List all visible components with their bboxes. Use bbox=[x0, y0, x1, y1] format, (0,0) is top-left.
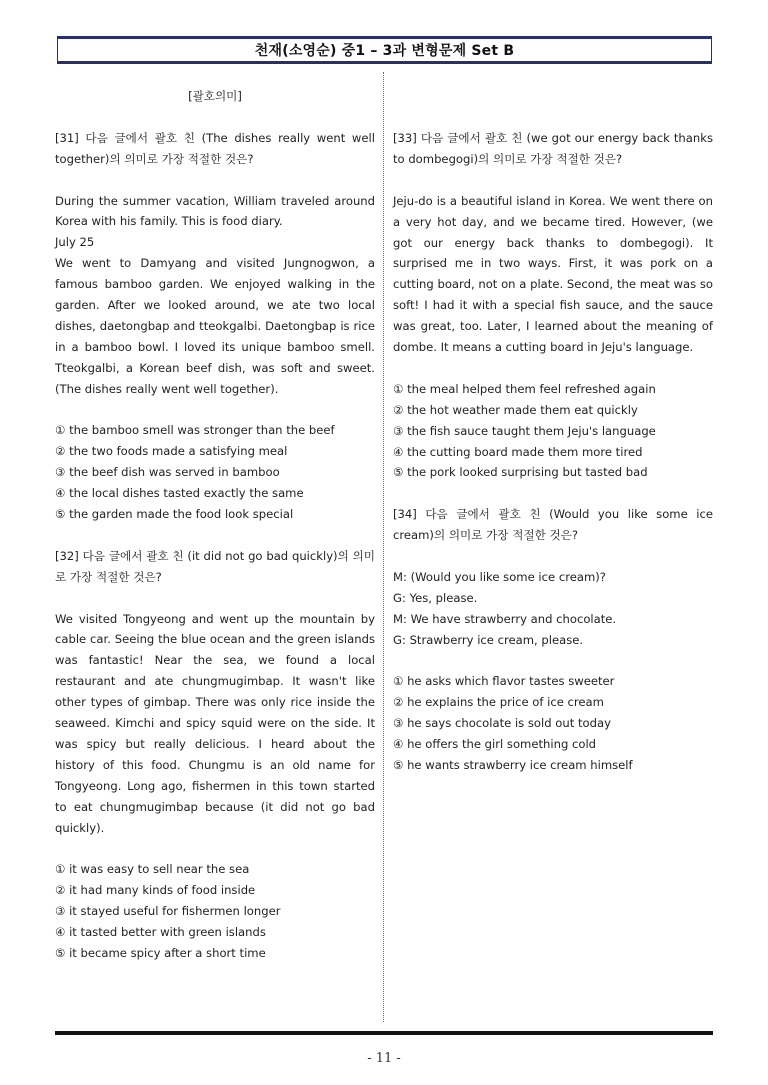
passage-line: Jeju-do is a beautiful island in Korea. We went there on a very hot day, and we became tired. However, (we got our energy back thanks to dombegogi). It surprised me in two ways. First, it was pork on a cutting board, not on a plate. Second, the meat was so soft! I had it with a special fish sauce, and the sauce was great, too. Later, I learned about the meaning of dombe. It means a cutting board in Jeju's language. bbox=[393, 193, 713, 355]
dialogue-line: G: Yes, please. bbox=[393, 590, 478, 605]
answer-option: ⑤ he wants strawberry ice cream himself bbox=[393, 758, 633, 773]
question-31 bbox=[55, 128, 375, 525]
answer-option: ⑤ the garden made the food look special bbox=[55, 507, 294, 522]
question-stem: [33] 다음 글에서 괄호 친 (we got our energy back thanks to dombegogi)의 의미로 가장 적절한 것은? bbox=[393, 131, 713, 166]
answer-option: ③ the beef dish was served in bamboo bbox=[55, 465, 280, 480]
question-stem: [32] 다음 글에서 괄호 친 (it did not go bad quickly)의 의미로 가장 적절한 것은? bbox=[55, 548, 375, 584]
answer-option: ② it had many kinds of food inside bbox=[55, 883, 256, 898]
answer-option: ⑤ the pork looked surprising but tasted bad bbox=[393, 465, 648, 480]
answer-option: ④ it tasted better with green islands bbox=[55, 925, 266, 940]
header-box bbox=[57, 36, 712, 64]
question-stem: [31] 다음 글에서 괄호 친 (The dishes really went well together)의 의미로 가장 적절한 것은? bbox=[55, 130, 375, 166]
question-stem: [34] 다음 글에서 괄호 친 (Would you like some ice cream)의 의미로 가장 적절한 것은? bbox=[393, 507, 713, 543]
answer-option: ③ it stayed useful for fishermen longer bbox=[55, 904, 281, 919]
answer-option: ② he explains the price of ice cream bbox=[393, 695, 604, 710]
left-column bbox=[55, 86, 375, 964]
dialogue-line: G: Strawberry ice cream, please. bbox=[393, 632, 584, 647]
answer-option: ② the hot weather made them eat quickly bbox=[393, 402, 638, 417]
page-number: - 11 - bbox=[367, 1051, 401, 1066]
page-title: 천재(소영순) 중1 – 3과 변형문제 Set B bbox=[254, 43, 515, 59]
answer-option: ③ the fish sauce taught them Jeju's language bbox=[393, 423, 656, 438]
answer-option: ⑤ it became spicy after a short time bbox=[55, 946, 266, 961]
dialogue-line: M: (Would you like some ice cream)? bbox=[393, 569, 606, 584]
dialogue-line: M: We have strawberry and chocolate. bbox=[393, 611, 617, 626]
passage-line: We went to Damyang and visited Jungnogwon, a famous bamboo garden. We enjoyed walking in the garden. After we looked around, we ate two local dishes, daetongbap and tteokgalbi. Daetongbap is rice in a bamboo bowl. I loved its unique bamboo smell. Tteokgalbi, a Korean beef dish, was soft and sweet. (The dishes really went well together). bbox=[55, 256, 375, 396]
passage-line: During the summer vacation, William traveled around Korea with his family. This is food diary. bbox=[55, 193, 375, 229]
answer-option: ④ the local dishes tasted exactly the same bbox=[55, 486, 304, 501]
answer-option: ① the bamboo smell was stronger than the beef bbox=[55, 423, 335, 438]
answer-option: ③ he says chocolate is sold out today bbox=[393, 716, 611, 731]
answer-option: ④ he offers the girl something cold bbox=[393, 737, 597, 752]
question-34 bbox=[393, 504, 713, 776]
answer-option: ① it was easy to sell near the sea bbox=[55, 862, 250, 877]
question-32 bbox=[55, 546, 375, 964]
question-33 bbox=[393, 128, 713, 483]
column-divider bbox=[383, 72, 384, 1022]
passage-line: We visited Tongyeong and went up the mountain by cable car. Seeing the blue ocean and the green islands was fantastic! Near the sea, we found a local restaurant and ate chungmugimbap. It wasn't like other types of gimbap. There was only rice inside the seaweed. Kimchi and spicy squid were on the side. It was spicy but really delicious. I heard about the history of this food. Chungmu is an old name for Tongyeong. Long ago, fishermen in this town started to eat chungmugimbap because (it did not go bad quickly). bbox=[55, 611, 375, 835]
section-label: [괄호의미] bbox=[188, 89, 242, 103]
answer-option: ② the two foods made a satisfying meal bbox=[55, 444, 288, 459]
answer-option: ① he asks which flavor tastes sweeter bbox=[393, 674, 615, 689]
answer-option: ① the meal helped them feel refreshed again bbox=[393, 381, 656, 396]
footer-rule bbox=[55, 1031, 713, 1035]
answer-option: ④ the cutting board made them more tired bbox=[393, 444, 643, 459]
passage-line: July 25 bbox=[55, 235, 95, 250]
right-column bbox=[393, 128, 713, 776]
